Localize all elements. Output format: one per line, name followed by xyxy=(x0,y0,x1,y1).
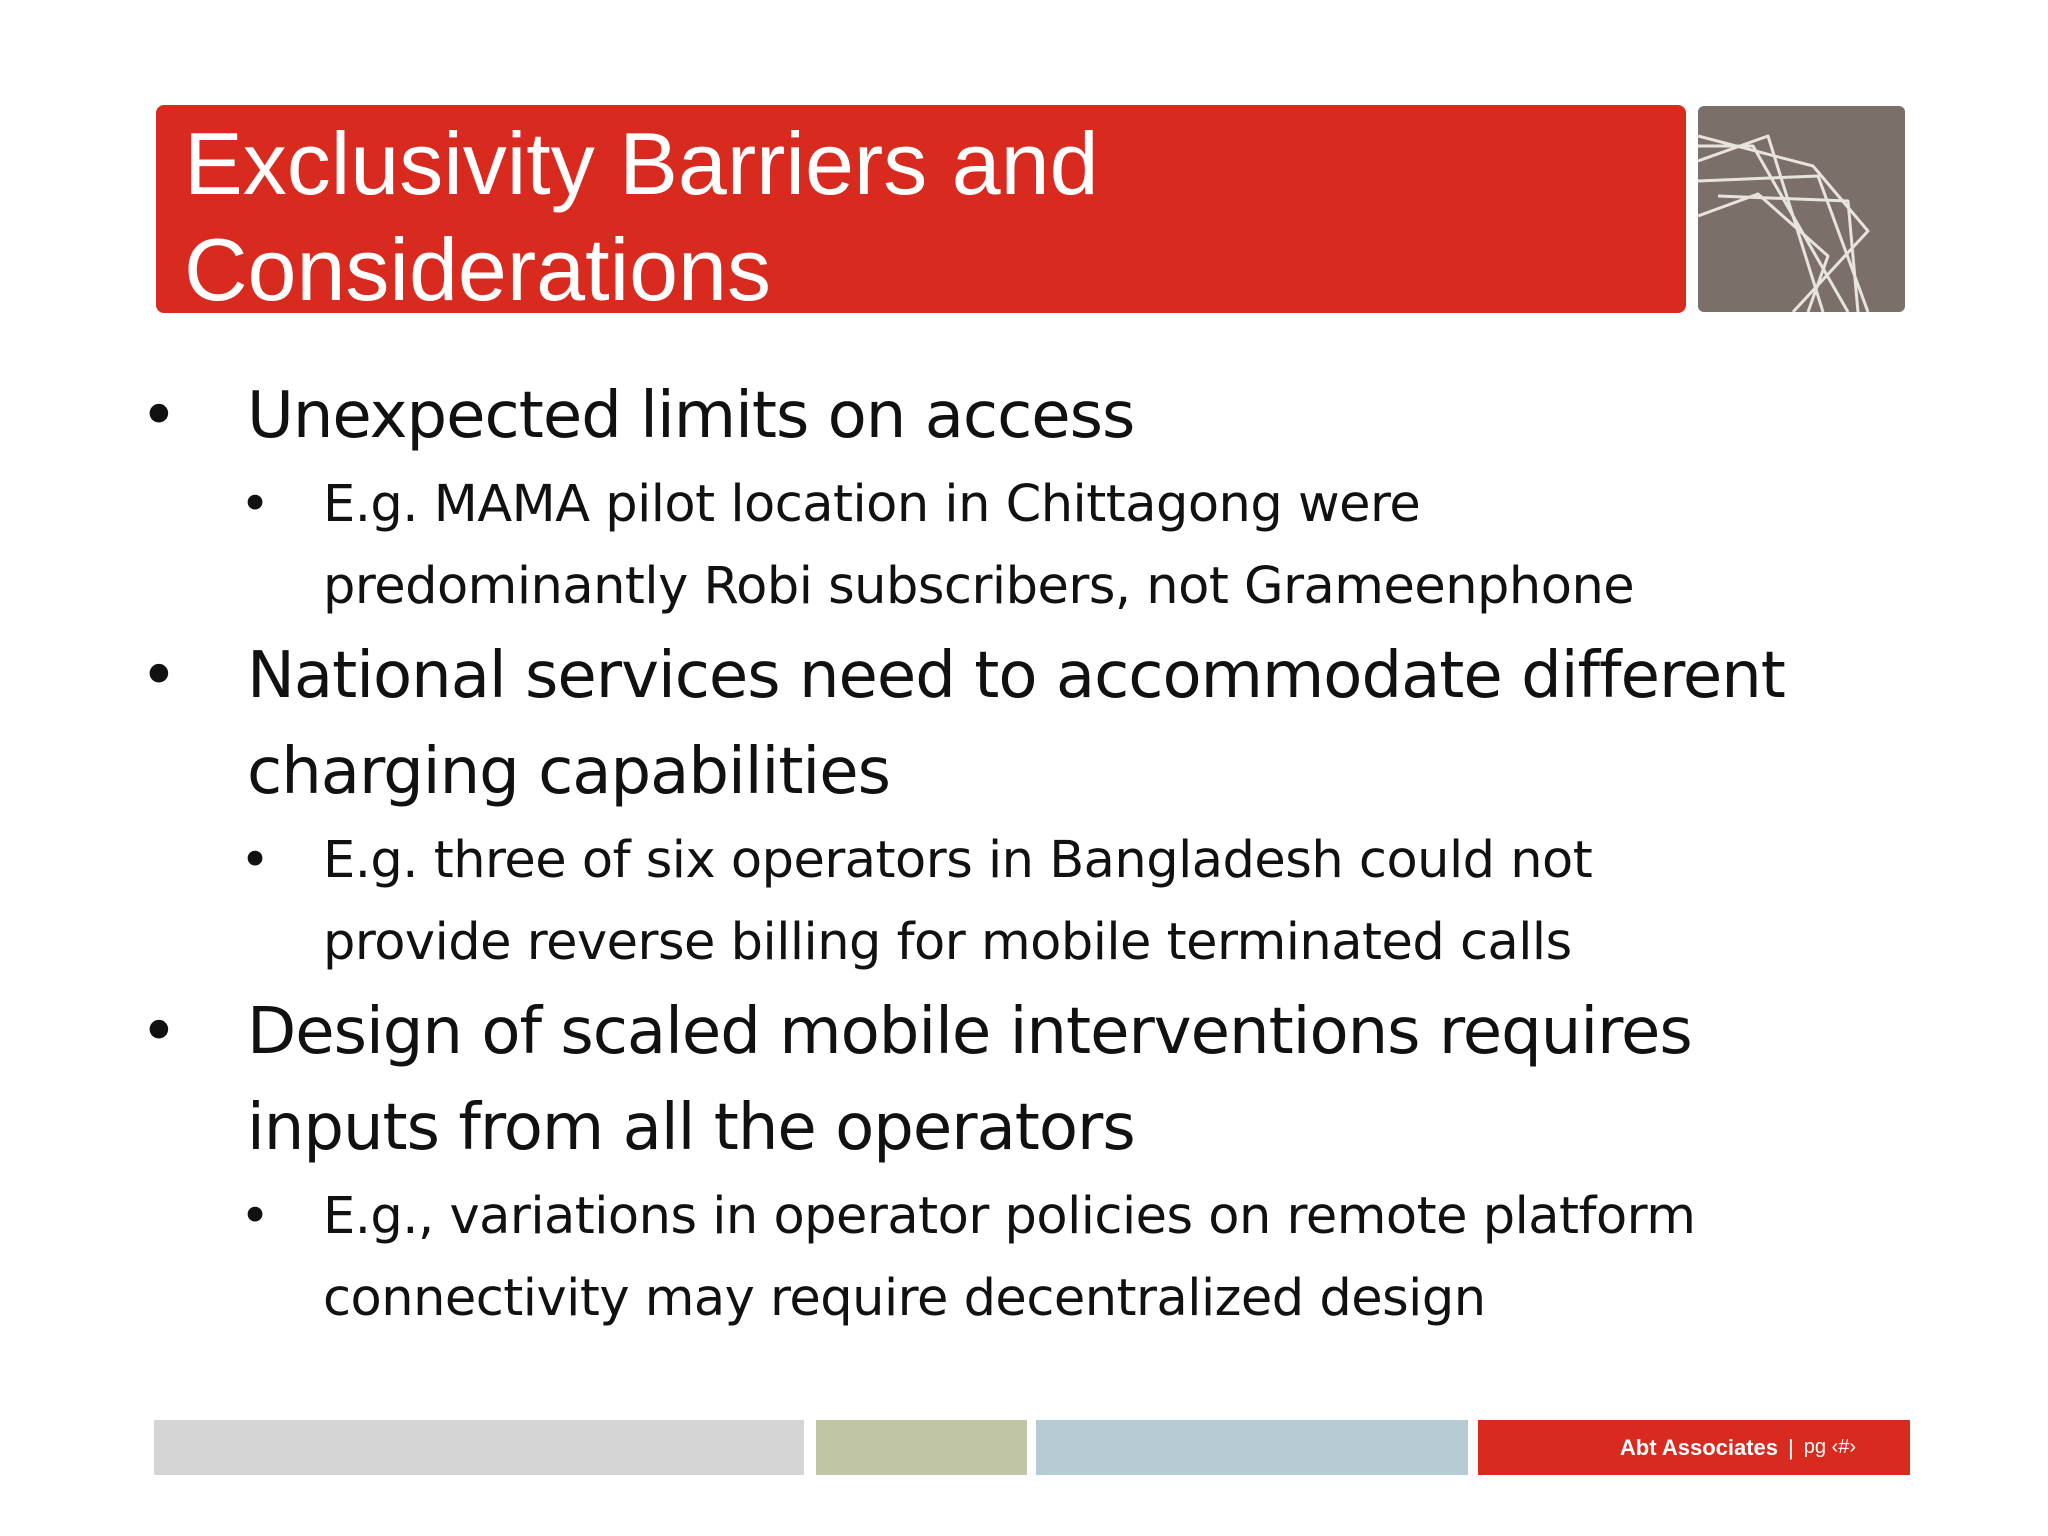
bullet-3-line-2: inputs from all the operators xyxy=(247,1091,1135,1165)
sub-bullet-dot: • xyxy=(240,1187,270,1246)
sub-bullet-3-1 xyxy=(140,1176,1900,1340)
title-line-1: Exclusivity Barriers and xyxy=(184,114,1099,213)
bullet-1-line-1: Unexpected limits on access xyxy=(247,379,1135,453)
sub-bullet-2-1-line-2: provide reverse billing for mobile terminated calls xyxy=(323,913,1572,972)
bullet-dot: • xyxy=(140,639,177,713)
sub-bullet-1-1-line-2: predominantly Robi subscribers, not Grameenphone xyxy=(323,557,1635,616)
bullet-dot: • xyxy=(140,379,177,453)
bullet-3 xyxy=(140,984,1900,1176)
bullet-3-line-1: Design of scaled mobile interventions requires xyxy=(247,995,1692,1069)
abt-logo-icon xyxy=(1698,106,1905,312)
bullet-dot: • xyxy=(140,995,177,1069)
footer-bar-olive xyxy=(816,1420,1027,1475)
logo-lines-graphic xyxy=(1698,106,1905,312)
bullet-2-line-2: charging capabilities xyxy=(247,735,890,809)
footer-bar-red xyxy=(1478,1420,1910,1475)
page-number: pg ‹#› xyxy=(1803,1436,1856,1458)
bullet-2-line-1: National services need to accommodate different xyxy=(247,639,1785,713)
bullet-2 xyxy=(140,628,1900,820)
sub-bullet-dot: • xyxy=(240,831,270,890)
footer-separator: | xyxy=(1788,1434,1794,1460)
sub-bullet-3-1-line-2: connectivity may require decentralized design xyxy=(323,1269,1486,1328)
footer-bar-blue xyxy=(1036,1420,1468,1475)
footer-bar-gray xyxy=(154,1420,804,1475)
slide-title xyxy=(184,111,1686,323)
footer-brand: Abt Associates xyxy=(1619,1434,1779,1460)
sub-bullet-2-1-line-1: E.g. three of six operators in Bangladesh could not xyxy=(323,831,1593,890)
sub-bullet-1-1 xyxy=(140,464,1900,628)
title-line-2: Considerations xyxy=(184,220,771,319)
sub-bullet-1-1-line-1: E.g. MAMA pilot location in Chittagong were xyxy=(323,475,1421,534)
title-bar xyxy=(156,105,1686,319)
sub-bullet-3-1-line-1: E.g., variations in operator policies on remote platform xyxy=(323,1187,1696,1246)
sub-bullet-dot: • xyxy=(240,475,270,534)
bullet-1 xyxy=(140,368,1900,464)
sub-bullet-2-1 xyxy=(140,820,1900,984)
bullet-list xyxy=(140,368,1900,1340)
